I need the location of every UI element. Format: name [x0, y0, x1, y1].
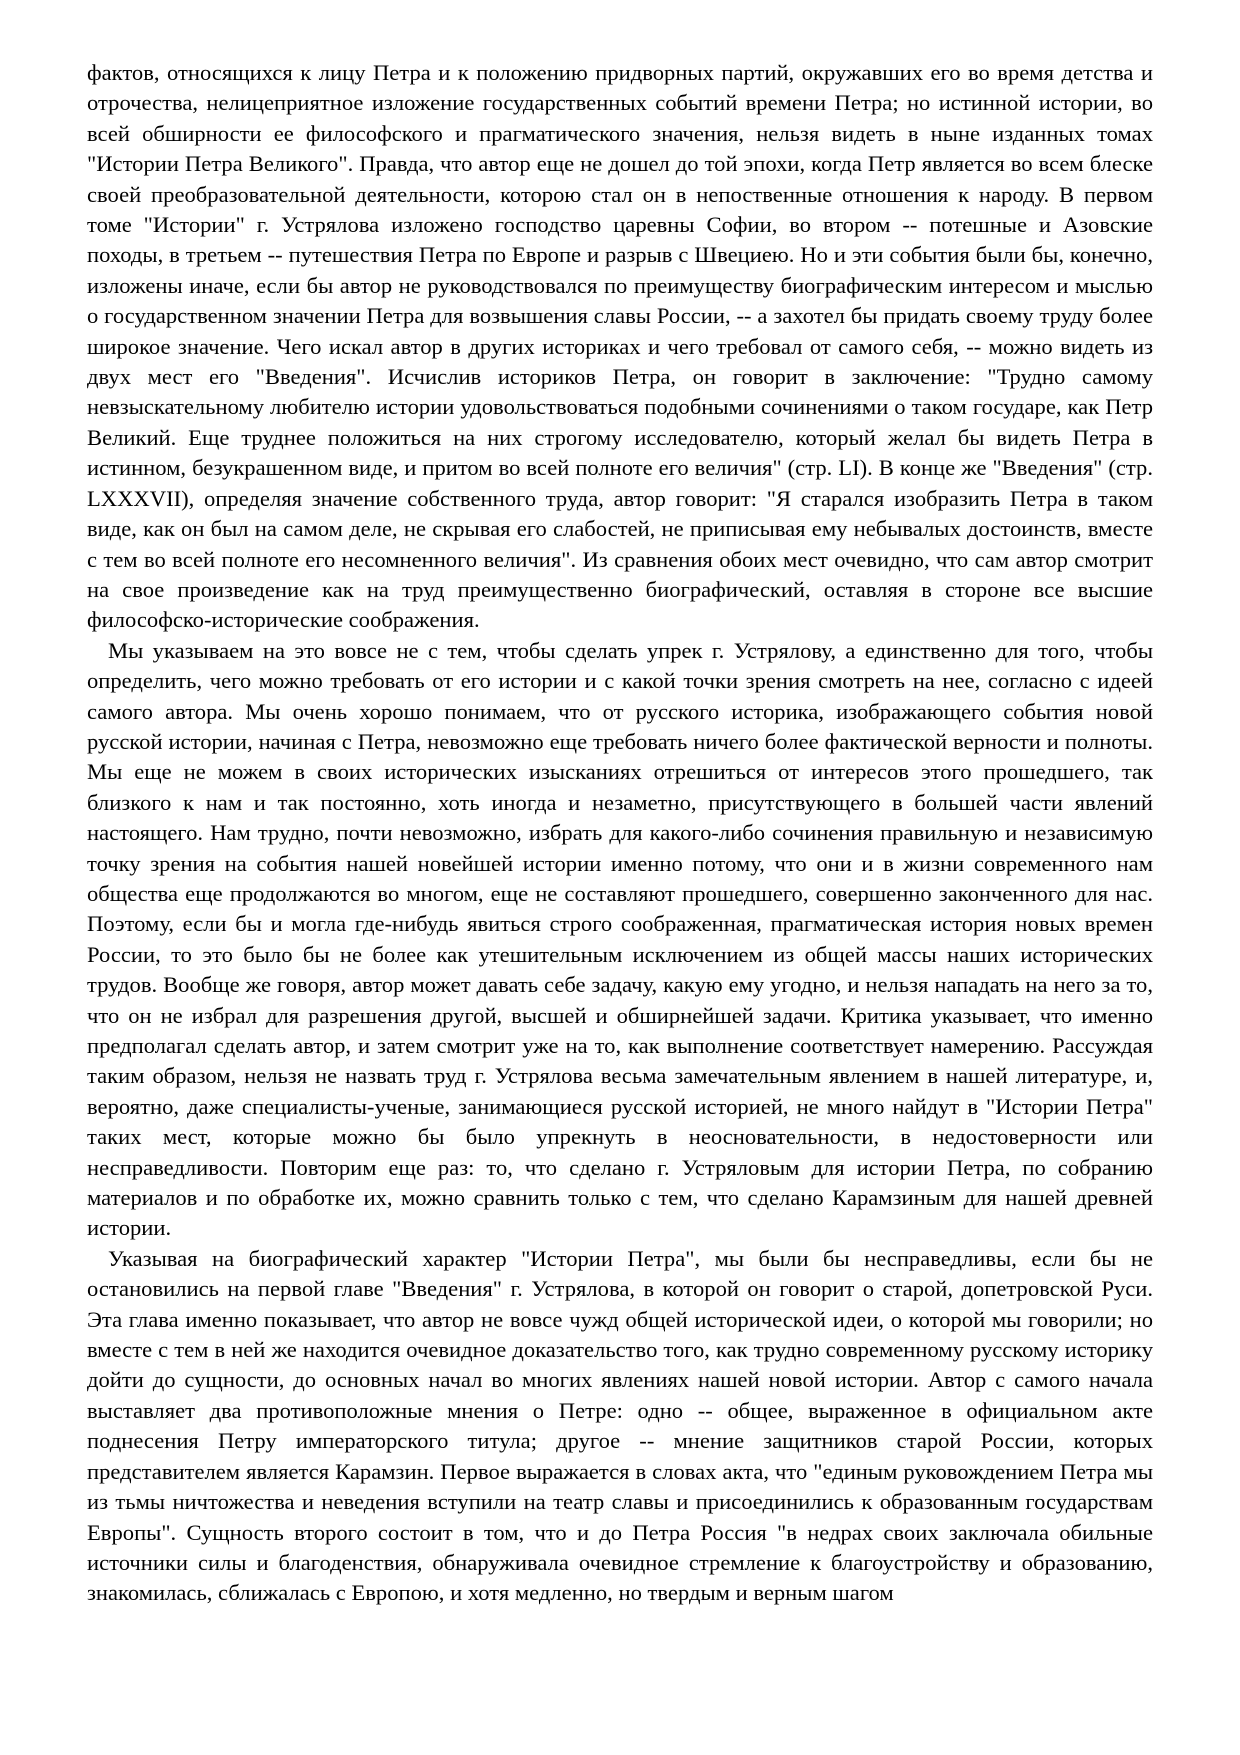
paragraph-2: Мы указываем на это вовсе не с тем, чтобы сделать упрек г. Устрялову, а единственно для того, чтобы определить, чего можно требовать от его истории и с какой точки зрения смотреть на нее, согласно с идеей самого автора. Мы очень хорошо понимаем, что от русского историка, изображающего события новой русской истории, начиная с Петра, невозможно еще требовать ничего более фактической верности и полноты. Мы еще не можем в своих исторических изысканиях отрешиться от интересов этого прошедшего, так близкого к нам и так постоянно, хоть иногда и незаметно, присутствующего в большей части явлений настоящего. Нам трудно, почти невозможно, избрать для какого-либо сочинения правильную и независимую точку зрения на события нашей новейшей истории именно потому, что они и в жизни современного нам общества еще продолжаются во многом, еще не составляют прошедшего, совершенно законченного для нас. Поэтому, если бы и могла где-нибудь явиться строго соображенная, прагматическая история новых времен России, то это было бы не более как утешительным исключением из общей массы наших исторических трудов. Вообще же говоря, автор может давать себе задачу, какую ему угодно, и нельзя нападать на него за то, что он не избрал для разрешения другой, высшей и обширнейшей задачи. Критика указывает, что именно предполагал сделать автор, и затем смотрит уже на то, как выполнение соответствует намерению. Рассуждая таким образом, нельзя не назвать труд г. Устрялова весьма замечательным явлением в нашей литературе, и, вероятно, даже специалисты-ученые, занимающиеся русской историей, не много найдут в "Истории Петра" таких мест, которые можно бы было упрекнуть в неосновательности, в недостоверности или несправедливости. Повторим еще раз: то, что сделано г. Устряловым для истории Петра, по собранию материалов и по обработке их, можно сравнить только с тем, что сделано Карамзиным для нашей древней истории. [87, 637, 1153, 1241]
paragraph-3: Указывая на биографический характер "Истории Петра", мы были бы несправедливы, если бы не остановились на первой главе "Введения" г. Устрялова, в которой он говорит о старой, допетровской Руси. Эта глава именно показывает, что автор не вовсе чужд общей исторической идеи, о которой мы говорили; но вместе с тем в ней же находится очевидное доказательство того, как трудно современному русскому историку дойти до сущности, до основных начал во многих явлениях нашей новой истории. Автор с самого начала выставляет два противоположные мнения о Петре: одно -- общее, выраженное в официальном акте поднесения Петру императорского титула; другое -- мнение защитников старой России, которых представителем является Карамзин. Первое выражается в словах акта, что "единым руковождением Петра мы из тьмы ничтожества и неведения вступили на театр славы и присоединились к образованным государствам Европы". Сущность второго состоит в том, что и до Петра Россия "в недрах своих заключала обильные источники силы и благоденствия, обнаруживала очевидное стремление к благоустройству и образованию, знакомилась, сближалась с Европою, и хотя медленно, но твердым и верным шагом [87, 1245, 1153, 1606]
paragraph-1: фактов, относящихся к лицу Петра и к положению придворных партий, окружавших его во время детства и отрочества, нелицеприятное изложение государственных событий времени Петра; но истинной истории, во всей обширности ее философского и прагматического значения, нельзя видеть в ныне изданных томах "Истории Петра Великого". Правда, что автор еще не дошел до той эпохи, когда Петр является во всем блеске своей преобразовательной деятельности, которою стал он в непоственные отношения к народу. В первом томе "Истории" г. Устрялова изложено господство царевны Софии, во втором -- потешные и Азовские походы, в третьем -- путешествия Петра по Европе и разрыв с Швециею. Но и эти события были бы, конечно, изложены иначе, если бы автор не руководствовался по преимуществу биографическим интересом и мыслью о государственном значении Петра для возвышения славы России, -- а захотел бы придать своему труду более широкое значение. Чего искал автор в других историках и чего требовал от самого себя, -- можно видеть из двух мест его "Введения". Исчислив историков Петра, он говорит в заключение: "Трудно самому невзыскательному любителю истории удовольствоваться подобными сочинениями о таком государе, как Петр Великий. Еще труднее положиться на них строгому исследователю, который желал бы видеть Петра в истинном, безукрашенном виде, и притом во всей полноте его величия" (стр. LI). В конце же "Введения" (стр. LXXXVII), определяя значение собственного труда, автор говорит: "Я старался изобразить Петра в таком виде, как он был на самом деле, не скрывая его слабостей, не приписывая ему небывалых достоинств, вместе с тем во всей полноте его несомненного величия". Из сравнения обоих мест очевидно, что сам автор смотрит на свое произведение как на труд преимущественно биографический, оставляя в стороне все высшие философско-исторические соображения. [87, 60, 1153, 633]
page-body [87, 58, 1153, 1609]
